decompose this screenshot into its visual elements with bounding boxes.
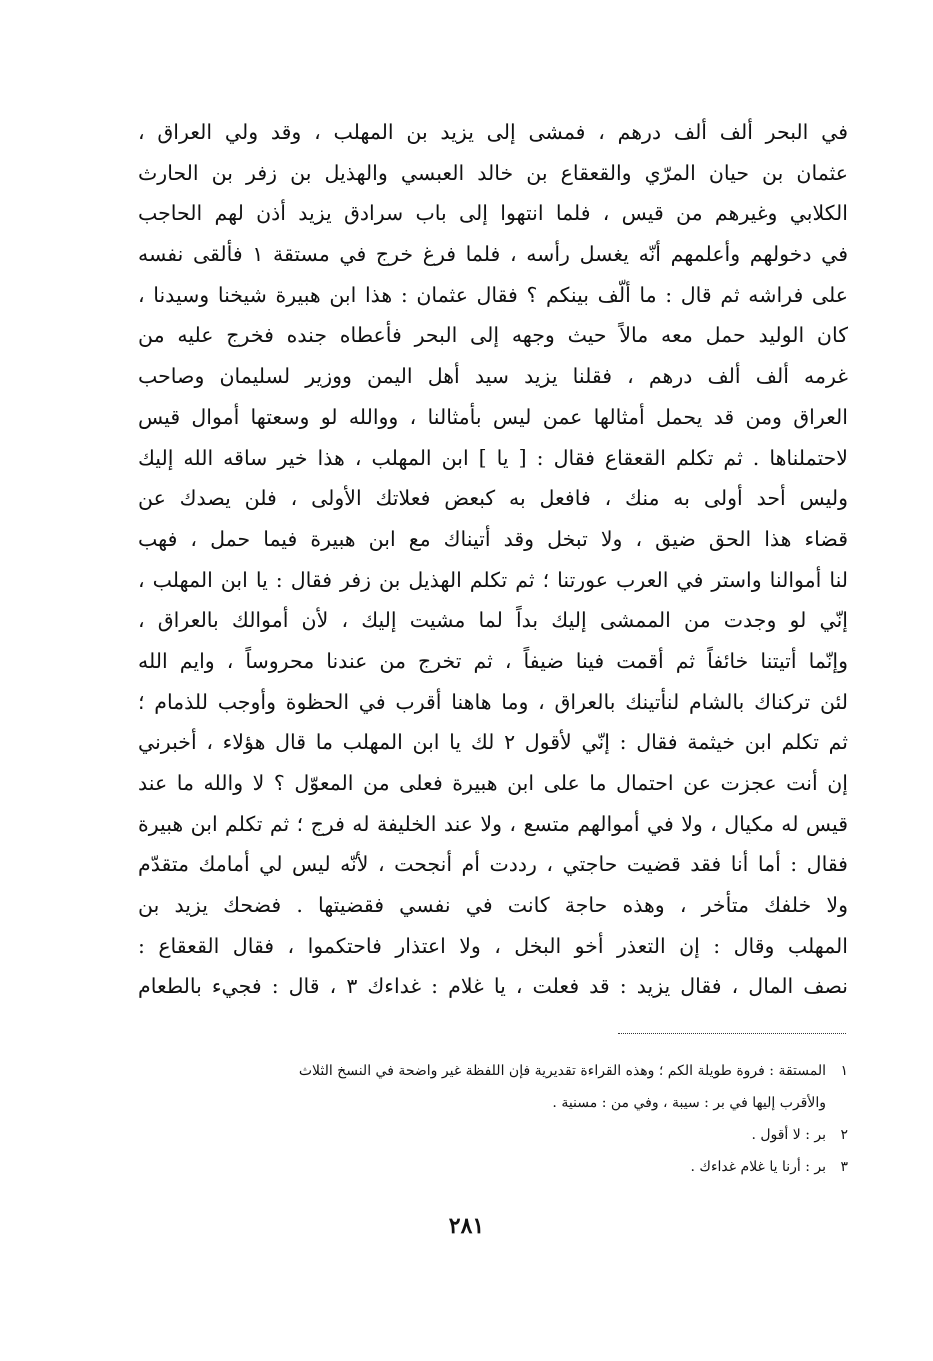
text-line: لاحتملناها . ثم تكلم القعقاع فقال : [ يا ] ابن المهلب ، هذا خير ساقه الله إليك (138, 445, 848, 470)
body-text (138, 112, 848, 1007)
footnote-1-continued (138, 1087, 848, 1119)
footnote-number: ١ (840, 1063, 848, 1079)
text-line: المهلب وقال : إن التعذر أخو البخل ، ولا اعتذار فاحتكموا ، فقال القعقاع : (138, 933, 848, 958)
footnote-1 (138, 1055, 848, 1087)
footnote-separator (618, 1033, 846, 1034)
text-line: ولا خلفك متأخر ، وهذه حاجة كانت في نفسي فقضيتها . فضحك يزيد بن (138, 893, 848, 918)
text-line: في دخولهم وأعلمهم أنّه يغسل رأسه ، فلما فرغ خرج في مستقة ١ فألقى نفسه (138, 242, 848, 267)
text-line: الكلابي وغيرهم من قيس ، فلما انتهوا إلى باب سرادق يزيد أذن لهم الحاجب (138, 201, 848, 226)
text-line: قضاء هذا الحق ضيق ، ولا تبخل وقد أتيناك مع ابن هبيرة فيما حمل ، فهب (138, 526, 848, 551)
text-line: وليس أحد أولى به منك ، فافعل به كبعض فعلاتك الأولى ، فلن يصدك عن (138, 486, 848, 511)
footnote-text: بر : أرنا يا غلام غداءك . (690, 1159, 826, 1175)
page-number: ٢٨١ (448, 1213, 485, 1239)
text-line: إنّي لو وجدت من الممشى إليك بداً لما مشيت إليك ، لأن أموالك بالعراق ، (138, 608, 848, 633)
text-line: على فراشه ثم قال : ما ألّف بينكم ؟ فقال عثمان : هذا ابن هبيرة شيخنا وسيدنا ، (138, 282, 848, 307)
footnote-number: ٣ (840, 1159, 848, 1175)
footnote-text: بر : لا أقول . (751, 1127, 826, 1143)
text-line: فقال : أما أنا فقد قضيت حاجتي ، رددت أم أنجحت ، لأنّه ليس لي أمامك متقدّم (138, 852, 848, 877)
footnote-number: ٢ (840, 1127, 848, 1143)
footnote-text: والأقرب إليها في بر : سيبة ، وفي من : مسنية . (552, 1095, 826, 1111)
footnotes (138, 1055, 848, 1183)
text-line: العراق ومن قد يحمل أمثالها عمن ليس بأمثالنا ، ووالله لو وسعتها أموال قيس (138, 404, 848, 429)
text-line: كان الوليد حمل معه مالاً حيث وجهه إلى البحر فأعطاه جنده فخرج عليه من (138, 323, 848, 348)
text-line: قيس له مكيال ، ولا في أموالهم متسع ، ولا عند الخليفة له فرج ؛ ثم تكلم ابن هبيرة (138, 811, 848, 836)
footnote-2 (138, 1119, 848, 1151)
text-line: غرمه ألف ألف درهم ، فقلنا يزيد سيد أهل اليمن ووزير لسليمان وصاحب (138, 364, 848, 389)
footnote-3 (138, 1151, 848, 1183)
text-line: عثمان بن حيان المرّي والقعقاع بن خالد العبسي والهذيل بن زفر بن الحارث (138, 160, 848, 185)
text-line: ثم تكلم ابن خيثمة فقال : إنّي لأقول ٢ لك يا ابن المهلب ما قال هؤلاء ، أخبرني (138, 730, 848, 755)
text-line: لئن تركناك بالشام لنأتينك بالعراق ، وما هاهنا أقرب في الحظوة وأوجب للذمام ؛ (138, 689, 848, 714)
text-line: في البحر ألف ألف درهم ، فمشى إلى يزيد بن المهلب ، وقد ولي العراق ، (138, 120, 848, 144)
text-line: إن أنت عجزت عن احتمال ما على ابن هبيرة فعلى من المعوّل ؟ لا والله ما عند (138, 771, 848, 795)
footnote-text: المستقة : فروة طويلة الكم ؛ وهذه القراءة تقديرية فإن اللفظة غير واضحة في النسخ الثلاث (298, 1063, 826, 1079)
text-line: لنا أموالنا واستر في العرب عورتنا ؛ ثم تكلم الهذيل بن زفر فقال : يا ابن المهلب ، (138, 567, 848, 592)
text-line: وإنّما أتيتنا خائفاً ثم أقمت فينا ضيفاً ، ثم تخرج من عندنا محروساً ، وايم الله (138, 648, 848, 673)
text-line: نصف المال ، فقال يزيد : قد فعلت ، يا غلام : غداءك ٣ ، قال : فجيء بالطعام (138, 974, 848, 999)
